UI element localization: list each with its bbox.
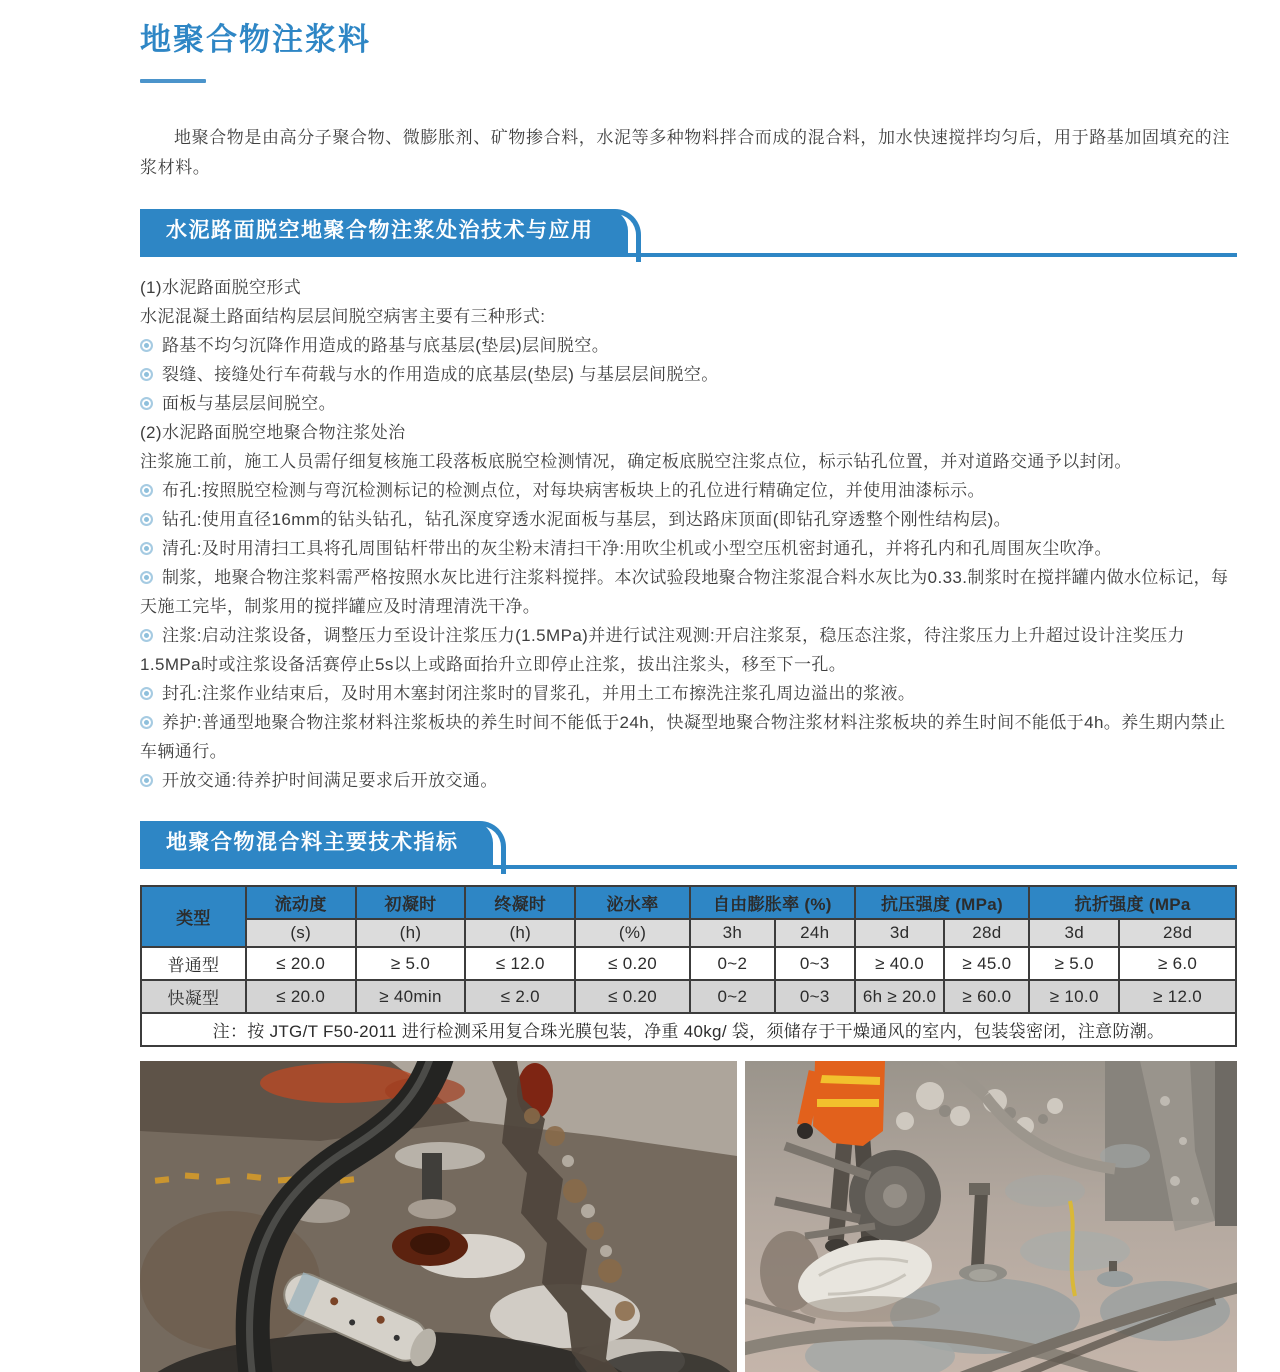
bullet-item: 钻孔:使用直径16mm的钻头钻孔，钻孔深度穿透水泥面板与基层，到达路床顶面(即钻孔穿透整个刚性结构层)。 [140, 505, 1237, 534]
section2-banner [140, 821, 493, 865]
ring-bullet-icon [140, 716, 153, 729]
bullet-item: 注浆:启动注浆设备，调整压力至设计注浆压力(1.5MPa)并进行试注观测:开启注浆泵，稳压态注浆，待注浆压力上升超过设计注奖压力1.5MPa时或注浆设备活赛停止5s以上或路面抬升立即停止注浆，拔出注浆头，移至下一孔。 [140, 626, 1185, 675]
value-cell: ≤ 12.0 [465, 947, 575, 980]
value-cell: ≥ 40.0 [855, 947, 945, 980]
section1-banner-row [140, 209, 1237, 257]
value-cell: ≥ 60.0 [944, 980, 1029, 1013]
ring-bullet-icon [140, 571, 153, 584]
header-cell: 流动度 [246, 886, 356, 919]
bullet-item: 路基不均匀沉降作用造成的路基与底基层(垫层)层间脱空。 [140, 331, 1237, 360]
bullet-item: 封孔:注浆作业结束后，及时用木塞封闭注浆时的冒浆孔，并用土工布擦洗注浆孔周边溢出的浆液。 [140, 679, 1237, 708]
value-cell: ≤ 2.0 [465, 980, 575, 1013]
subheader-cell: 3h [690, 919, 775, 947]
bullet-item: 开放交通:待养护时间满足要求后开放交通。 [140, 766, 1237, 795]
grout-injection-closeup-art [140, 1061, 737, 1372]
section1-banner [140, 209, 628, 253]
grouting-site-art [745, 1061, 1237, 1372]
table-row [141, 947, 1236, 980]
value-cell: ≤ 20.0 [246, 947, 356, 980]
bullet-item: 制浆，地聚合物注浆料需严格按照水灰比进行注浆料搅拌。本次试验段地聚合物注浆混合料水灰比为0.33.制浆时在搅拌罐内做水位标记，每天施工完毕，制浆用的搅拌罐应及时清理清洗干净。 [140, 568, 1229, 617]
value-cell: ≤ 0.20 [575, 947, 690, 980]
bullet-item: 清孔:及时用清扫工具将孔周围钻杆带出的灰尘粉末清扫干净:用吹尘机或小型空压机密封通孔，并将孔内和孔周围灰尘吹净。 [140, 534, 1237, 563]
page-content [140, 0, 1237, 1372]
value-cell: ≥ 5.0 [356, 947, 466, 980]
intro-paragraph: 地聚合物是由高分子聚合物、微膨胀剂、矿物掺合料，水泥等多种物料拌合而成的混合料，加水快速搅拌均匀后，用于路基加固填充的注浆材料。 [140, 128, 1230, 177]
value-cell: ≥ 5.0 [1029, 947, 1119, 980]
title-underline [140, 79, 206, 83]
ring-bullet-icon [140, 339, 153, 352]
value-cell: 0~2 [690, 947, 775, 980]
ring-bullet-icon [140, 368, 153, 381]
ring-bullet-icon [140, 397, 153, 410]
section1-body [140, 273, 1237, 795]
subheader-cell: (h) [465, 919, 575, 947]
ring-bullet-icon [140, 629, 153, 642]
value-cell: 0~2 [690, 980, 775, 1013]
page-title: 地聚合物注浆料 [140, 22, 371, 57]
ring-bullet-icon [140, 542, 153, 555]
grout-injection-closeup-photo [140, 1061, 737, 1372]
subheader-cell: (%) [575, 919, 690, 947]
subheader-cell: (s) [246, 919, 356, 947]
value-cell: ≥ 40min [356, 980, 466, 1013]
ring-bullet-icon [140, 774, 153, 787]
spec-table [140, 885, 1237, 1047]
value-cell: ≤ 20.0 [246, 980, 356, 1013]
photo-row [140, 1061, 1237, 1372]
subheader-cell: 3d [1029, 919, 1119, 947]
value-cell: ≥ 6.0 [1119, 947, 1236, 980]
bullet-item: 养护:普通型地聚合物注浆材料注浆板块的养生时间不能低于24h，快凝型地聚合物注浆材料注浆板块的养生时间不能低于4h。养生期内禁止车辆通行。 [140, 713, 1226, 762]
body-line: 水泥混凝土路面结构层层间脱空病害主要有三种形式: [140, 307, 546, 327]
subheader-cell: 28d [944, 919, 1029, 947]
header-cell: 泌水率 [575, 886, 690, 919]
header-cell: 初凝时 [356, 886, 466, 919]
row-label-cell: 普通型 [141, 947, 246, 980]
subheader-cell: 28d [1119, 919, 1236, 947]
subheader-cell: 3d [855, 919, 945, 947]
section1-banner-label: 水泥路面脱空地聚合物注浆处治技术与应用 [166, 219, 594, 242]
ring-bullet-icon [140, 687, 153, 700]
body-line: 注浆施工前，施工人员需仔细复核施工段落板底脱空检测情况，确定板底脱空注浆点位，标示钻孔位置，并对道路交通予以封闭。 [140, 452, 1132, 472]
ring-bullet-icon [140, 513, 153, 526]
value-cell: 0~3 [775, 980, 855, 1013]
header-cell: 终凝时 [465, 886, 575, 919]
section2-banner-row [140, 821, 1237, 869]
row-label-cell: 快凝型 [141, 980, 246, 1013]
header-cell: 抗折强度 (MPa [1029, 886, 1236, 919]
value-cell: ≥ 10.0 [1029, 980, 1119, 1013]
value-cell: 6h ≥ 20.0 [855, 980, 945, 1013]
bullet-item: 面板与基层层间脱空。 [140, 389, 1237, 418]
bullet-item: 裂缝、接缝处行车荷载与水的作用造成的底基层(垫层) 与基层层间脱空。 [140, 360, 1237, 389]
value-cell: ≥ 12.0 [1119, 980, 1236, 1013]
bullet-item: 布孔:按照脱空检测与弯沉检测标记的检测点位，对每块病害板块上的孔位进行精确定位，并使用油漆标示。 [140, 476, 1237, 505]
table-note: 注：按 JTG/T F50-2011 进行检测采用复合珠光膜包装，净重 40kg/ 袋，须储存于干燥通风的室内，包装袋密闭，注意防潮。 [141, 1013, 1236, 1046]
ring-bullet-icon [140, 484, 153, 497]
header-cell: 自由膨胀率 (%) [690, 886, 855, 919]
section2-banner-label: 地聚合物混合料主要技术指标 [166, 831, 459, 855]
value-cell: 0~3 [775, 947, 855, 980]
header-cell: 抗压强度 (MPa) [855, 886, 1030, 919]
subheader-cell: 24h [775, 919, 855, 947]
header-cell: 类型 [141, 886, 246, 947]
table-row [141, 980, 1236, 1013]
body-line: (1)水泥路面脱空形式 [140, 278, 302, 298]
grouting-site-photo [745, 1061, 1237, 1372]
value-cell: ≤ 0.20 [575, 980, 690, 1013]
subheader-cell: (h) [356, 919, 466, 947]
value-cell: ≥ 45.0 [944, 947, 1029, 980]
body-line: (2)水泥路面脱空地聚合物注浆处治 [140, 423, 406, 443]
